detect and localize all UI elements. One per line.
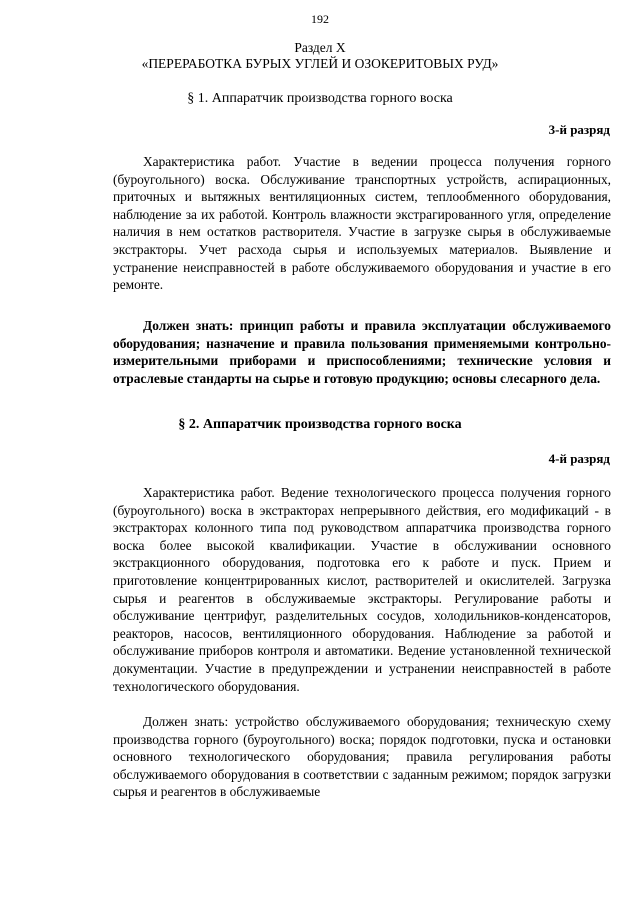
section-label: Раздел X <box>294 40 346 55</box>
section-title: «ПЕРЕРАБОТКА БУРЫХ УГЛЕЙ И ОЗОКЕРИТОВЫХ РУД» <box>141 56 499 71</box>
s1-grade: 3-й разряд <box>548 122 610 137</box>
page-number: 192 <box>311 12 329 26</box>
s2-grade: 4-й разряд <box>548 451 610 466</box>
s2-characteristic: Характеристика работ. Ведение технологического процесса получения горного (буроугольного) воска в экстракторах непрерывного действия, его модификаций - в экстракторах колонного типа под руководством аппаратчика производства горного воска более высокой квалификации. Участие в обслуживании основного экстракционного оборудования, подготовка его к работе и пуск. Прием и приготовление концентрированных кислот, растворителей и окислителей. Загрузка сырья и реагентов в обслуживаемые экстракторы. Регулирование работы и обслуживание центрифуг, разделительных сосудов, холодильников-конденсаторов, реакторов, насосов, вентиляционного оборудования. Наблюдение за работой и обслуживание приборов контроля и автоматики. Ведение установленной технической документации. Участие в предупреждении и устранении неисправностей в работе технологического оборудования. <box>113 485 611 694</box>
s2-heading: § 2. Аппаратчик производства горного воска <box>178 417 462 432</box>
s1-heading: § 1. Аппаратчик производства горного воска <box>187 91 453 106</box>
section-header <box>0 40 640 72</box>
s1-knowledge: Должен знать: принцип работы и правила эксплуатации обслуживаемого оборудования; назначение и правила пользования применяемыми контрольно-измерительными приборами и приспособлениями; технические условия и отраслевые стандарты на сырье и готовую продукцию; основы слесарного дела. <box>113 318 611 386</box>
s1-characteristic: Характеристика работ. Участие в ведении процесса получения горного (буроугольного) воска. Обслуживание транспортных устройств, аспирационных, приточных и вытяжных вентиляционных систем, теплообменного оборудования, наблюдение за их работой. Контроль влажности экстрагированного угля, определение наличия в нем остатков растворителя. Участие в загрузке сырья в обслуживаемые экстракторы. Учет расхода сырья и используемых материалов. Выявление и устранение неисправностей в работе обслуживаемого оборудования и участие в его ремонте. <box>113 154 611 293</box>
s2-knowledge: Должен знать: устройство обслуживаемого оборудования; техническую схему производства горного (буроугольного) воска; порядок подготовки, пуска и остановки основного технологического оборудования; правила регулирования работы обслуживаемого оборудования в соответствии с заданным режимом; порядок загрузки сырья и реагентов в обслуживаемые <box>113 714 611 800</box>
